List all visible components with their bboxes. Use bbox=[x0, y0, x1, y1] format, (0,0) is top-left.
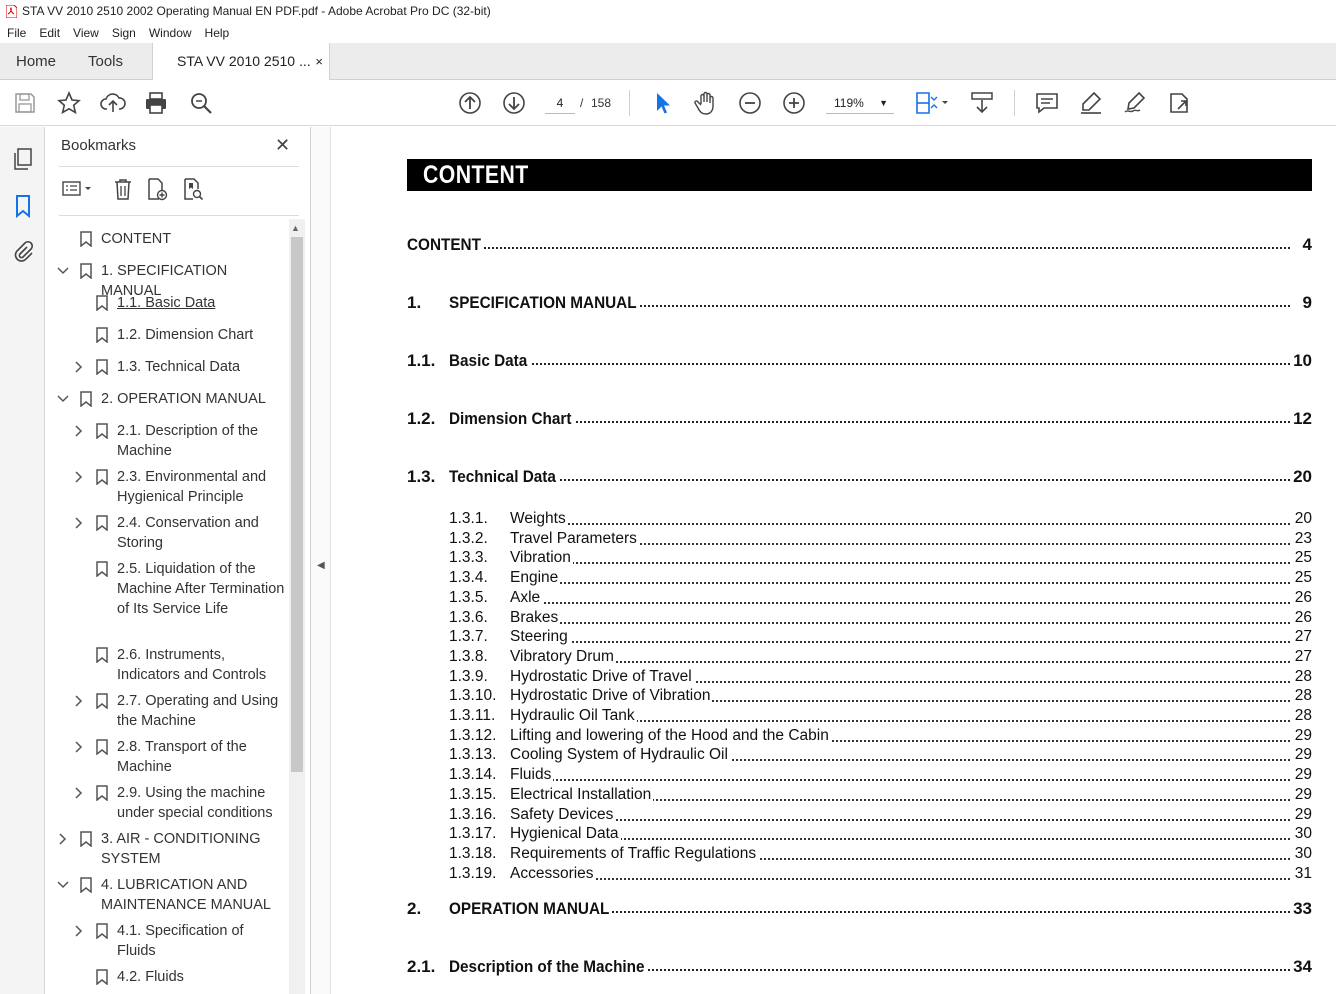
page-number-input[interactable]: 4 bbox=[545, 92, 575, 114]
chevron-right-icon[interactable] bbox=[73, 737, 85, 757]
bookmark-icon bbox=[96, 359, 108, 375]
dot-leader bbox=[511, 523, 1294, 525]
toc-title: Steering bbox=[510, 628, 568, 646]
dot-leader bbox=[511, 602, 1294, 604]
page-total: 158 bbox=[591, 96, 612, 110]
bookmark-item[interactable] bbox=[73, 325, 289, 345]
toolbar bbox=[0, 80, 1336, 126]
chevron-right-icon[interactable] bbox=[73, 691, 85, 711]
page-down-icon[interactable] bbox=[501, 90, 527, 116]
toc-page: 4 bbox=[1300, 233, 1312, 257]
toc-title: Travel Parameters bbox=[510, 529, 637, 547]
toc-entry[interactable] bbox=[407, 407, 1312, 431]
bookmark-icon bbox=[96, 561, 108, 577]
scrollbar-thumb[interactable] bbox=[291, 237, 303, 772]
toc-title: Vibration bbox=[510, 549, 571, 567]
toc-entry[interactable] bbox=[407, 955, 1312, 979]
toc-page: 34 bbox=[1290, 955, 1312, 979]
toc-title: Hydrostatic Drive of Vibration bbox=[510, 687, 711, 705]
toc-number: 1.3.14. bbox=[449, 766, 497, 784]
bookmark-item[interactable] bbox=[57, 389, 289, 409]
toc-subentry[interactable] bbox=[449, 509, 1312, 529]
bookmark-item[interactable] bbox=[73, 921, 289, 961]
bookmark-item[interactable] bbox=[73, 421, 289, 461]
toc-number: 1.3.10. bbox=[449, 687, 497, 705]
toc-number: 1.3.7. bbox=[449, 628, 488, 646]
bookmark-item[interactable] bbox=[57, 229, 289, 249]
toc-subentry[interactable] bbox=[449, 548, 1312, 568]
select-arrow-icon[interactable] bbox=[650, 90, 676, 116]
menu-view[interactable]: View bbox=[73, 26, 99, 40]
toc-page: 27 bbox=[1292, 647, 1312, 667]
bookmarks-panel bbox=[45, 127, 311, 994]
dot-leader bbox=[511, 622, 1294, 624]
bookmark-item[interactable] bbox=[57, 875, 289, 915]
menu-edit[interactable]: Edit bbox=[39, 26, 61, 40]
bookmark-label: 2.6. Instruments, Indicators and Controls bbox=[117, 647, 267, 683]
delete-icon[interactable] bbox=[111, 177, 135, 201]
toc-entry[interactable] bbox=[407, 897, 1312, 921]
bookmark-icon bbox=[96, 923, 108, 939]
toc-title: Vibratory Drum bbox=[510, 647, 614, 665]
toc-page: 29 bbox=[1292, 745, 1312, 765]
highlight-icon[interactable] bbox=[1078, 90, 1104, 116]
document-view[interactable] bbox=[331, 127, 1336, 994]
toc-page: 20 bbox=[1290, 465, 1312, 489]
page-separator: / bbox=[580, 96, 584, 110]
bookmark-icon bbox=[96, 785, 108, 801]
save-icon[interactable] bbox=[12, 90, 38, 116]
scroll-up-icon[interactable]: ▲ bbox=[291, 223, 300, 233]
chevron-right-icon[interactable] bbox=[73, 421, 85, 441]
toc-title: Hydraulic Oil Tank bbox=[510, 707, 635, 724]
bookmark-item[interactable] bbox=[73, 691, 289, 731]
bookmark-item[interactable] bbox=[73, 783, 289, 823]
toc-title: Engine bbox=[510, 569, 559, 587]
bookmark-icon bbox=[96, 327, 108, 343]
toc-number: 1.3.19. bbox=[449, 864, 497, 882]
bookmark-label: 1.2. Dimension Chart bbox=[117, 327, 254, 343]
chevron-right-icon[interactable] bbox=[73, 357, 85, 377]
dot-leader bbox=[511, 641, 1294, 643]
toc-title: Technical Data bbox=[449, 465, 559, 489]
toc-title: Cooling System of Hydraulic Oil bbox=[510, 746, 728, 764]
share-icon[interactable] bbox=[1166, 90, 1192, 116]
toc-subentry[interactable] bbox=[449, 864, 1312, 884]
toc-entry[interactable] bbox=[407, 465, 1312, 489]
toc-number: 1.3.5. bbox=[449, 588, 488, 606]
search-zoom-icon[interactable] bbox=[188, 90, 214, 116]
toc-page: 23 bbox=[1292, 529, 1312, 549]
star-icon[interactable] bbox=[56, 90, 82, 116]
toc-subentry[interactable] bbox=[449, 686, 1312, 706]
bookmark-label: 2. OPERATION MANUAL bbox=[101, 391, 266, 407]
window-title: STA VV 2010 2510 2002 Operating Manual EN PDF.pdf - Adobe Acrobat Pro DC (32-bit) bbox=[22, 4, 491, 18]
bookmark-label: 4.1. Specification of Fluids bbox=[117, 923, 244, 959]
toc-page: 29 bbox=[1292, 805, 1312, 825]
left-rail bbox=[0, 127, 45, 994]
menu-file[interactable]: File bbox=[7, 26, 27, 40]
zoom-in-icon[interactable] bbox=[781, 90, 807, 116]
toc-subentry[interactable] bbox=[449, 824, 1312, 844]
toc-subentry[interactable] bbox=[449, 608, 1312, 628]
toc-subentry[interactable] bbox=[449, 568, 1312, 588]
bookmark-label: CONTENT bbox=[101, 231, 172, 247]
bookmark-item[interactable] bbox=[73, 293, 289, 313]
dot-leader bbox=[511, 878, 1294, 880]
bookmark-icon bbox=[96, 469, 108, 485]
bookmark-label: 2.9. Using the machine under special conditions bbox=[117, 785, 273, 821]
bookmark-label: 3. AIR - CONDITIONING SYSTEM bbox=[101, 831, 261, 867]
toc-page: 33 bbox=[1290, 897, 1312, 921]
tab-home[interactable]: Home bbox=[16, 53, 57, 70]
toc-number: 1.1. bbox=[407, 351, 436, 370]
divider bbox=[59, 166, 299, 167]
bookmark-label: 1. SPECIFICATION MANUAL bbox=[101, 263, 228, 299]
toc-number: 1. bbox=[407, 293, 422, 312]
divider bbox=[59, 215, 299, 216]
bookmark-label: 2.4. Conservation and Storing bbox=[117, 515, 259, 551]
toc-page: 20 bbox=[1292, 509, 1312, 529]
zoom-out-icon[interactable] bbox=[737, 90, 763, 116]
bookmark-label: 2.8. Transport of the Machine bbox=[117, 739, 247, 775]
toc-title: Requirements of Traffic Regulations bbox=[510, 844, 757, 862]
zoom-select[interactable] bbox=[826, 92, 894, 114]
toc-number: 1.3.2. bbox=[449, 529, 488, 547]
upload-icon[interactable] bbox=[100, 90, 126, 116]
bookmark-item[interactable] bbox=[73, 513, 289, 553]
toc-entry[interactable] bbox=[407, 291, 1312, 315]
toc-title: Description of the Machine bbox=[449, 955, 647, 979]
toc-number: 2. bbox=[407, 899, 422, 918]
new-bookmark-icon[interactable] bbox=[145, 177, 169, 201]
toc-subentry[interactable] bbox=[449, 627, 1312, 647]
toc-number: 1.3.13. bbox=[449, 746, 497, 764]
chevron-down-icon[interactable] bbox=[57, 261, 69, 281]
find-bookmark-icon[interactable] bbox=[181, 177, 205, 201]
sign-icon[interactable] bbox=[1122, 90, 1148, 116]
toc-title: Safety Devices bbox=[510, 805, 614, 823]
toc-title: Lifting and lowering of the Hood and the Cabin bbox=[510, 726, 829, 744]
toc-title: Dimension Chart bbox=[449, 407, 574, 431]
tab-document-label: STA VV 2010 2510 ... bbox=[177, 53, 311, 69]
bookmark-icon bbox=[80, 831, 92, 847]
bookmark-label: 4.2. Fluids bbox=[117, 969, 184, 985]
toc-page: 29 bbox=[1292, 765, 1312, 785]
toc-page: 30 bbox=[1292, 824, 1312, 844]
banner-title: CONTENT bbox=[423, 161, 529, 189]
bookmark-label: 2.1. Description of the Machine bbox=[117, 423, 259, 459]
tab-bar bbox=[0, 43, 1336, 80]
title-bar bbox=[0, 0, 1336, 23]
bookmark-icon bbox=[96, 295, 108, 311]
toc-number: 1.3. bbox=[407, 467, 436, 486]
bookmark-item[interactable] bbox=[73, 467, 289, 507]
toc-page: 28 bbox=[1292, 667, 1312, 687]
menu-window[interactable]: Window bbox=[148, 26, 192, 40]
dot-leader bbox=[511, 582, 1294, 584]
bookmark-label: 2.7. Operating and Using the Machine bbox=[117, 693, 279, 729]
toc-number: 1.3.9. bbox=[449, 667, 488, 685]
toc-title: Fluids bbox=[510, 766, 552, 784]
panel-splitter[interactable] bbox=[311, 127, 331, 994]
close-tab-icon[interactable]: × bbox=[315, 54, 323, 69]
options-menu-icon[interactable] bbox=[61, 177, 95, 201]
dot-leader bbox=[511, 779, 1294, 781]
bookmark-item[interactable] bbox=[73, 357, 289, 377]
bookmark-icon bbox=[96, 515, 108, 531]
toc-number: 1.3.15. bbox=[449, 785, 497, 803]
toc-title: OPERATION MANUAL bbox=[449, 897, 612, 921]
toc-title: Accessories bbox=[510, 864, 594, 882]
toc-title: Hygienical Data bbox=[510, 825, 619, 843]
bookmark-list bbox=[45, 219, 289, 994]
toc-number: 1.2. bbox=[407, 409, 436, 428]
toc-subentry[interactable] bbox=[449, 765, 1312, 785]
page-view-icon[interactable] bbox=[914, 90, 950, 116]
close-panel-icon[interactable]: ✕ bbox=[275, 135, 291, 155]
dot-leader bbox=[469, 479, 1290, 481]
toc-page: 26 bbox=[1292, 608, 1312, 628]
toc-subentry[interactable] bbox=[449, 726, 1312, 746]
toc-number: 1.3.17. bbox=[449, 825, 497, 843]
toc-title: Hydrostatic Drive of Travel bbox=[510, 667, 692, 685]
toc-page: 9 bbox=[1300, 291, 1312, 315]
toc-entry[interactable] bbox=[407, 349, 1312, 373]
bookmark-panel-icon[interactable] bbox=[11, 194, 35, 218]
chevron-right-icon[interactable] bbox=[73, 467, 85, 487]
toc-number: 1.3.11. bbox=[449, 707, 496, 724]
bookmark-icon bbox=[80, 877, 92, 893]
dot-leader bbox=[511, 562, 1294, 564]
chevron-right-icon[interactable] bbox=[73, 783, 85, 803]
toc-page: 31 bbox=[1292, 864, 1312, 884]
bookmark-label: 2.3. Environmental and Hygienical Principle bbox=[117, 469, 267, 505]
toc-subentry[interactable] bbox=[449, 805, 1312, 825]
print-icon[interactable] bbox=[143, 90, 169, 116]
toc-page: 27 bbox=[1292, 627, 1312, 647]
bookmark-icon bbox=[96, 739, 108, 755]
hand-icon[interactable] bbox=[693, 90, 719, 116]
bookmark-icon bbox=[96, 969, 108, 985]
toc-number: 1.3.6. bbox=[449, 608, 488, 626]
zoom-value: 119% bbox=[834, 96, 864, 110]
dot-leader bbox=[511, 661, 1294, 663]
bookmark-icon bbox=[96, 423, 108, 439]
toc-page: 26 bbox=[1292, 588, 1312, 608]
toc-page: 25 bbox=[1292, 568, 1312, 588]
toc-number: 2.1. bbox=[407, 957, 436, 976]
toc-number: 1.3.18. bbox=[449, 844, 497, 862]
bookmark-item[interactable] bbox=[73, 559, 289, 639]
bookmark-label: 1.3. Technical Data bbox=[117, 359, 241, 375]
toc-number: 1.3.3. bbox=[449, 549, 488, 567]
toc-page: 29 bbox=[1292, 785, 1312, 805]
tab-tools[interactable]: Tools bbox=[88, 53, 124, 70]
toc-subentry[interactable] bbox=[449, 785, 1312, 805]
toc-subentry[interactable] bbox=[449, 588, 1312, 608]
dot-leader bbox=[469, 363, 1290, 365]
toc-page: 10 bbox=[1290, 349, 1312, 373]
tab-document[interactable] bbox=[152, 43, 330, 81]
toc-page: 28 bbox=[1292, 686, 1312, 706]
bookmark-label: 1.1. Basic Data bbox=[117, 295, 216, 311]
bookmarks-header: Bookmarks bbox=[61, 137, 137, 154]
bookmark-label: 4. LUBRICATION AND MAINTENANCE MANUAL bbox=[101, 877, 271, 913]
bookmark-label: 2.5. Liquidation of the Machine After Termination of Its Service Life bbox=[117, 561, 285, 617]
toc-number: 1.3.8. bbox=[449, 647, 488, 665]
content-banner bbox=[407, 159, 1312, 191]
bookmark-item[interactable] bbox=[73, 967, 289, 987]
bookmark-icon bbox=[96, 693, 108, 709]
page-up-icon[interactable] bbox=[457, 90, 483, 116]
chevron-right-icon[interactable] bbox=[73, 513, 85, 533]
toc-subentry[interactable] bbox=[449, 667, 1312, 687]
toc-subentry[interactable] bbox=[449, 529, 1312, 549]
toc-number: 1.3.4. bbox=[449, 569, 488, 587]
toc-subentry[interactable] bbox=[449, 647, 1312, 667]
toc-title: Electrical Installation bbox=[510, 785, 652, 803]
toc-title: Basic Data bbox=[449, 349, 530, 373]
bookmark-item[interactable] bbox=[57, 261, 289, 299]
chevron-right-icon[interactable] bbox=[73, 921, 85, 941]
pdf-file-icon bbox=[6, 5, 17, 18]
pages-thumbnail-icon[interactable] bbox=[11, 147, 35, 171]
comment-icon[interactable] bbox=[1034, 90, 1060, 116]
bookmark-icon bbox=[96, 647, 108, 663]
toc-title: Brakes bbox=[510, 608, 559, 626]
dot-leader bbox=[469, 421, 1290, 423]
toc-subentry[interactable] bbox=[449, 706, 1312, 726]
toolbar-divider bbox=[629, 90, 630, 116]
toc-number: 1.3.12. bbox=[449, 726, 497, 744]
toolbar-divider bbox=[1014, 90, 1015, 116]
scroll-mode-icon[interactable] bbox=[969, 90, 995, 116]
toc-number: 1.3.16. bbox=[449, 805, 497, 823]
bookmark-item[interactable] bbox=[57, 829, 289, 869]
toc-title: Axle bbox=[510, 588, 541, 606]
toc-subentry[interactable] bbox=[449, 844, 1312, 864]
menu-bar bbox=[0, 23, 1336, 43]
bookmark-icon bbox=[80, 263, 92, 279]
menu-sign[interactable]: Sign bbox=[111, 26, 136, 40]
attachment-icon[interactable] bbox=[11, 240, 35, 264]
bookmark-icon bbox=[80, 231, 92, 247]
toc-entry[interactable] bbox=[407, 233, 1312, 257]
dot-leader bbox=[427, 247, 1290, 249]
toc-page: 30 bbox=[1292, 844, 1312, 864]
dot-leader bbox=[511, 819, 1294, 821]
toc-page: 25 bbox=[1292, 548, 1312, 568]
chevron-right-icon[interactable] bbox=[57, 829, 69, 849]
collapse-panel-icon[interactable]: ◀ bbox=[317, 560, 325, 571]
bookmark-icon bbox=[80, 391, 92, 407]
chevron-down-icon[interactable] bbox=[57, 875, 69, 895]
toc-page: 28 bbox=[1292, 706, 1312, 726]
chevron-down-icon: ▼ bbox=[879, 98, 888, 108]
toc-title: Weights bbox=[510, 510, 566, 527]
menu-help[interactable]: Help bbox=[204, 26, 230, 40]
bookmark-item[interactable] bbox=[73, 737, 289, 777]
chevron-down-icon[interactable] bbox=[57, 389, 69, 409]
toc-title: SPECIFICATION MANUAL bbox=[449, 291, 639, 315]
toc-title: CONTENT bbox=[407, 233, 484, 257]
bookmark-item[interactable] bbox=[73, 645, 289, 685]
toc-subentry[interactable] bbox=[449, 745, 1312, 765]
dot-leader bbox=[511, 838, 1294, 840]
toc-number: 1.3.1. bbox=[449, 510, 488, 527]
toc-page: 29 bbox=[1292, 726, 1312, 746]
toc-page: 12 bbox=[1290, 407, 1312, 431]
